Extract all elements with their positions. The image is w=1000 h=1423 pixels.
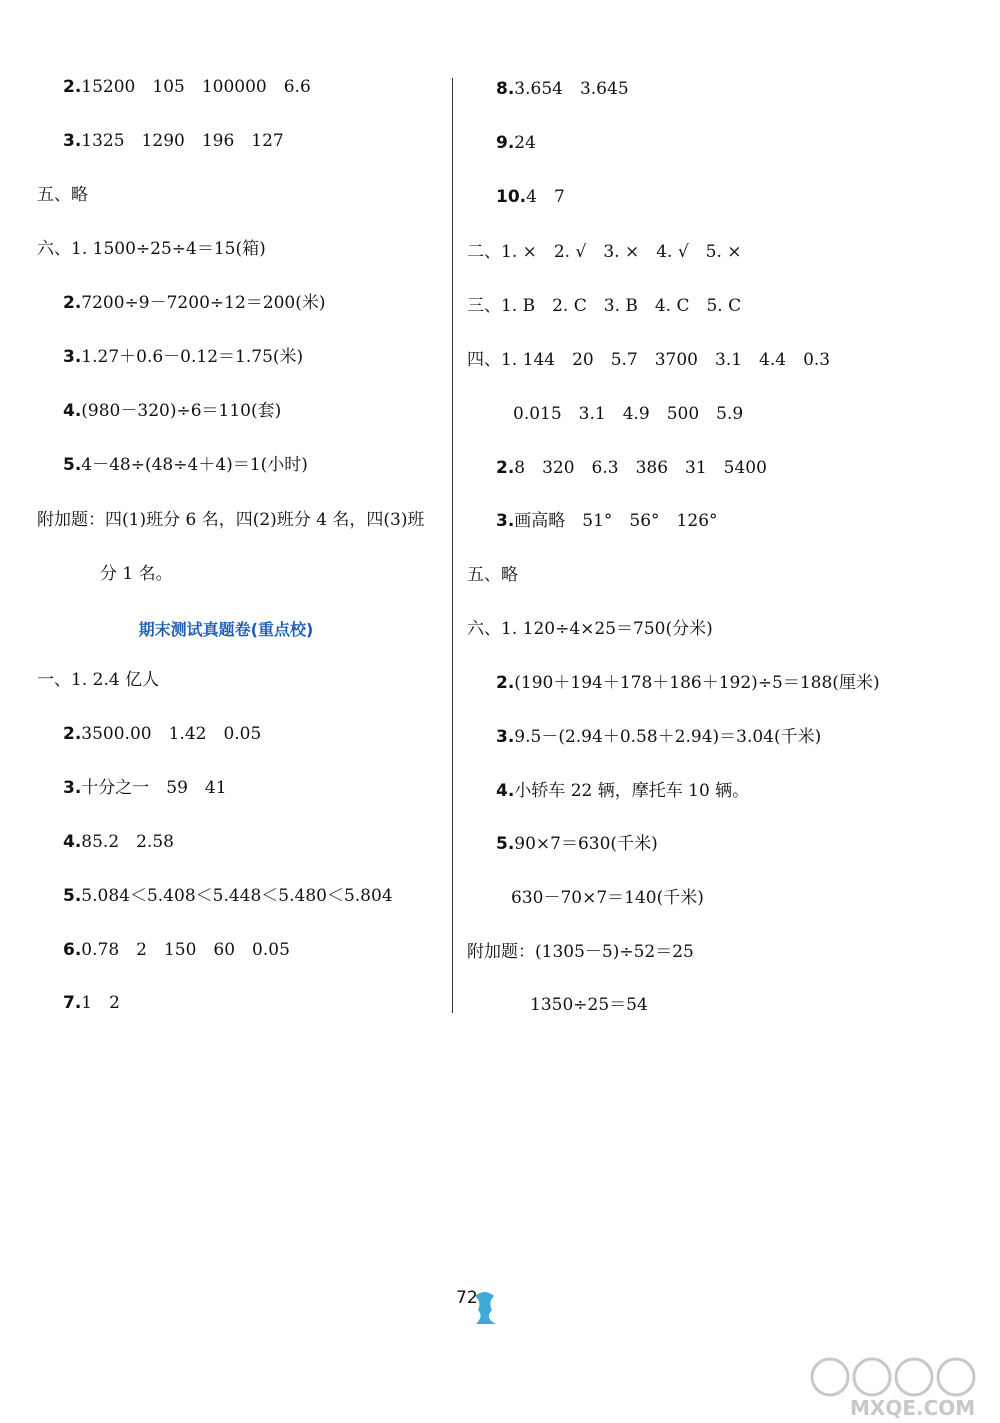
answer-line: 三、1. B 2. C 3. B 4. C 5. C [467, 296, 742, 316]
answer-line: 一、1. 2.4 亿人 [37, 670, 160, 690]
answer-line: 3.1325 1290 196 127 [63, 131, 284, 151]
answer-line: 4.(980－320)÷6＝110(套) [63, 401, 282, 421]
answer-line: 630－70×7＝140(千米) [511, 888, 704, 908]
answer-line: 7.1 2 [63, 993, 120, 1013]
answer-line: 五、略 [467, 565, 518, 585]
answer-line: 附加题：四(1)班分 6 名，四(2)班分 4 名，四(3)班 [37, 510, 425, 530]
answer-line: 5.5.084＜5.408＜5.448＜5.480＜5.804 [63, 886, 393, 906]
answer-line: 4.小轿车 22 辆，摩托车 10 辆。 [496, 781, 750, 801]
answer-line: 2.15200 105 100000 6.6 [63, 77, 311, 97]
answer-line: 8.3.654 3.645 [496, 79, 629, 99]
answer-line: 5.4－48÷(48÷4＋4)＝1(小时) [63, 455, 308, 475]
answer-line: 2.3500.00 1.42 0.05 [63, 724, 262, 744]
watermark-text: MXQE.COM [850, 1396, 976, 1420]
answer-line: 3.9.5－(2.94＋0.58＋2.94)＝3.04(千米) [496, 727, 822, 747]
answer-line: 0.015 3.1 4.9 500 5.9 [513, 404, 744, 424]
answer-line: 附加题：(1305－5)÷52＝25 [467, 942, 694, 962]
answer-line: 2.(190＋194＋178＋186＋192)÷5＝188(厘米) [496, 673, 880, 693]
answer-line: 1350÷25＝54 [530, 995, 648, 1015]
answer-line: 二、1. × 2. √ 3. × 4. √ 5. × [467, 242, 742, 262]
answer-line: 六、1. 120÷4×25＝750(分米) [467, 619, 713, 639]
column-divider [452, 78, 453, 1013]
answer-line: 四、1. 144 20 5.7 3700 3.1 4.4 0.3 [467, 350, 831, 370]
section-title: 期末测试真题卷(重点校) [138, 620, 314, 639]
page-decoration-icon [470, 1288, 500, 1328]
page-number: 72 [456, 1288, 478, 1308]
answer-line: 3.十分之一 59 41 [63, 778, 227, 798]
answer-line: 2.7200÷9－7200÷12＝200(米) [63, 293, 326, 313]
answer-line: 4.85.2 2.58 [63, 832, 174, 852]
answer-line: 5.90×7＝630(千米) [496, 834, 658, 854]
answer-line: 3.画高略 51° 56° 126° [496, 511, 718, 531]
answer-line: 10.4 7 [496, 187, 565, 207]
answer-line: 6.0.78 2 150 60 0.05 [63, 940, 290, 960]
answer-line: 2.8 320 6.3 386 31 5400 [496, 458, 767, 478]
answer-line: 9.24 [496, 133, 536, 153]
answer-line: 六、1. 1500÷25÷4＝15(箱) [37, 239, 266, 259]
answer-line: 五、略 [37, 185, 88, 205]
watermark-logo-icon [810, 1355, 995, 1420]
answer-line: 分 1 名。 [100, 564, 173, 584]
answer-line: 3.1.27＋0.6－0.12＝1.75(米) [63, 347, 304, 367]
